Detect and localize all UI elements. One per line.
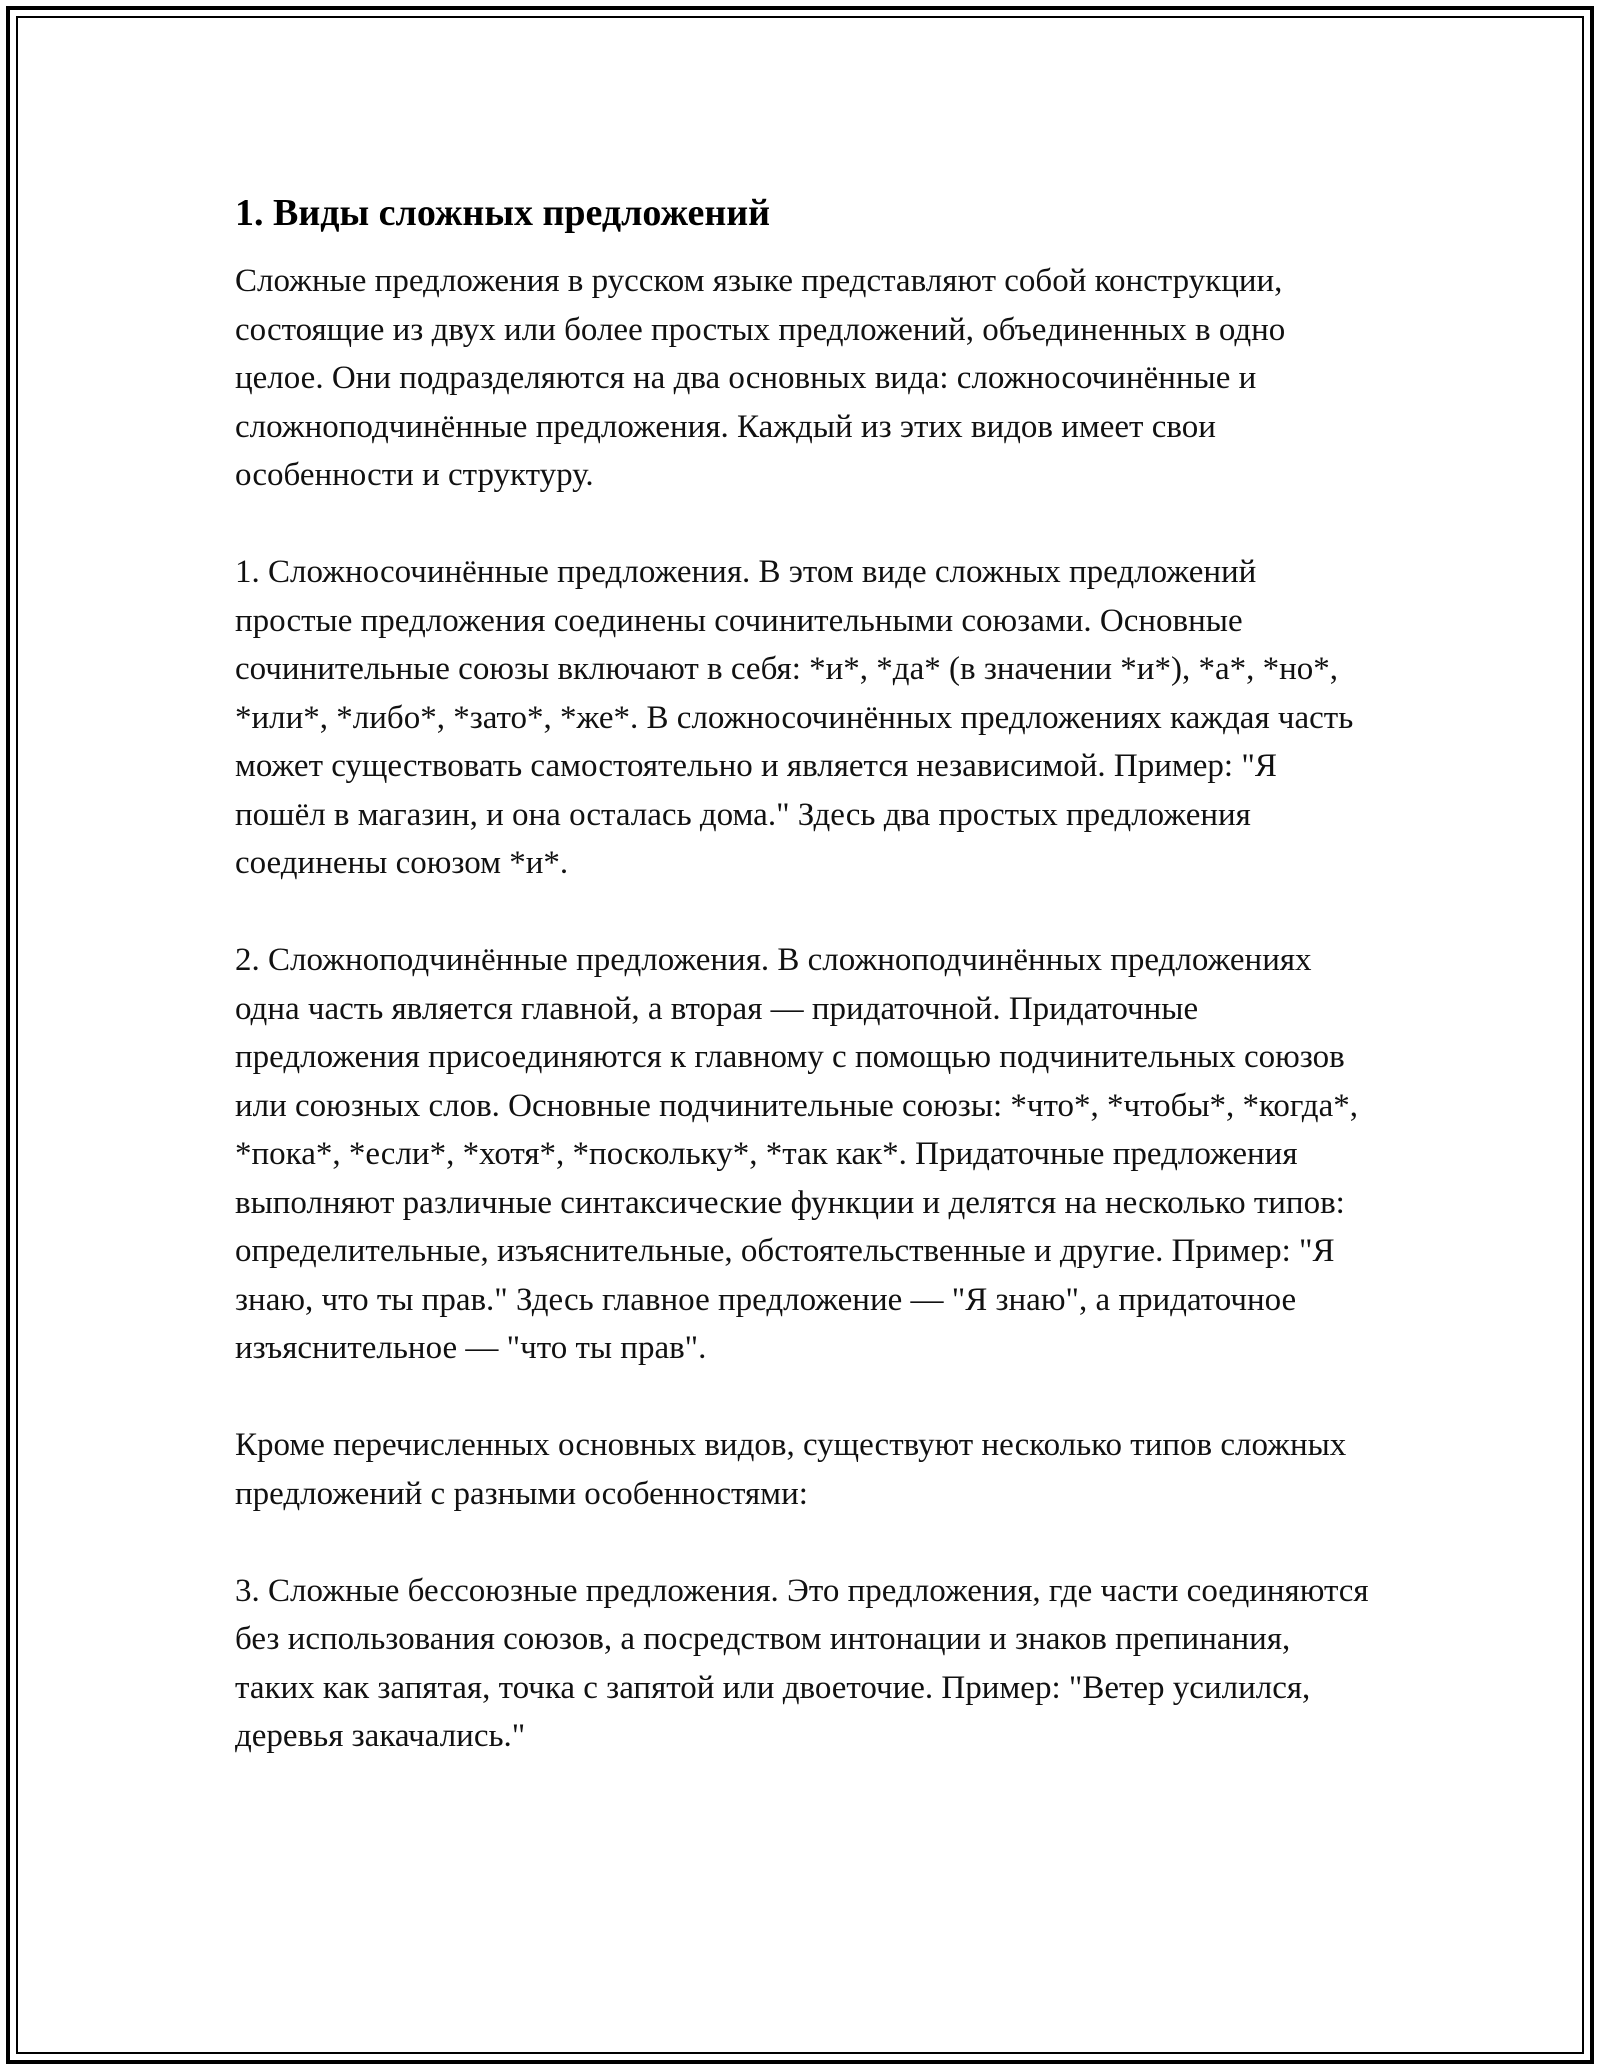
paragraph-complex-sentences: 2. Сложноподчинённые предложения. В сложноподчинённых предложениях одна часть является главной, а вторая — придаточной. Придаточные предложения присоединяются к главному с помощью подчинительных союзов или союзных слов. Основные подчинительные союзы: *что*, *чтобы*, *когда*, *пока*, *если*, *хотя*, *поскольку*, *так как*. Придаточные предложения выполняют различные синтаксические функции и делятся на несколько типов: определительные, изъяснительные, обстоятельственные и другие. Пример: "Я знаю, что ты прав." Здесь главное предложение — "Я знаю", а придаточное изъяснительное — "что ты прав". [235, 942, 1358, 1366]
paragraph-asyndetic-sentences: 3. Сложные бессоюзные предложения. Это предложения, где части соединяются без использования союзов, а посредством интонации и знаков препинания, таких как запятая, точка с запятой или двоеточие. Пример: "Ветер усилился, деревья закачались." [235, 1572, 1369, 1754]
paragraph-intro: Сложные предложения в русском языке представляют собой конструкции, состоящие из двух или более простых предложений, объединенных в одно целое. Они подразделяются на два основных вида: сложносочинённые и сложноподчинённые предложения. Каждый из этих видов имеет свои особенности и структуру. [235, 263, 1286, 493]
document-title: 1. Виды сложных предложений [235, 192, 771, 234]
paragraph-other-types: Кроме перечисленных основных видов, существуют несколько типов сложных предложений с разными особенностями: [235, 1427, 1347, 1512]
document-body [235, 185, 1375, 1809]
paragraph-compound-sentences: 1. Сложносочинённые предложения. В этом виде сложных предложений простые предложения соединены сочинительными союзами. Основные сочинительные союзы включают в себя: *и*, *да* (в значении *и*), *а*, *но*, *или*, *либо*, *зато*, *же*. В сложносочинённых предложениях каждая часть может существовать самостоятельно и является независимой. Пример: "Я пошёл в магазин, и она осталась дома." Здесь два простых предложения соединены союзом *и*. [235, 554, 1354, 881]
